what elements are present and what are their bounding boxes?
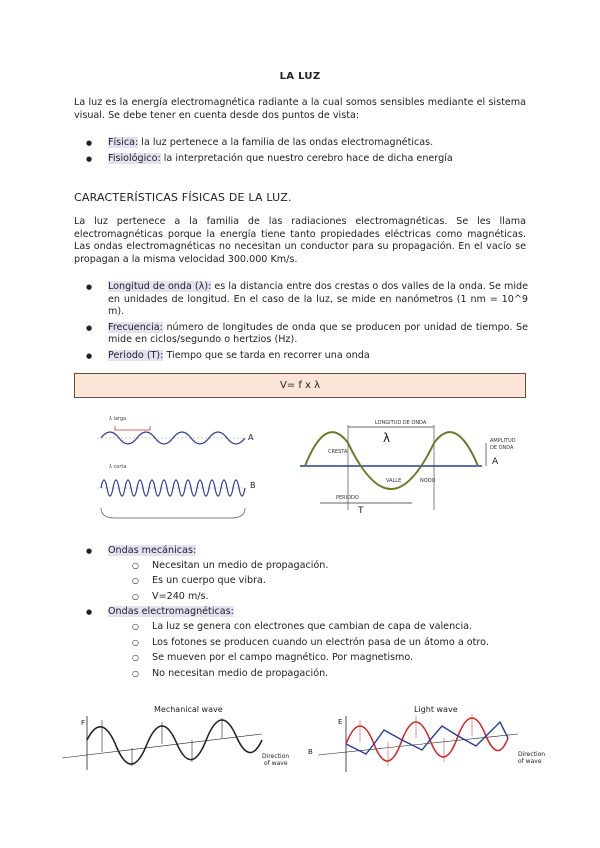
list-item: ○ Necesitan un medio de propagación. xyxy=(108,560,528,573)
section-paragraph: La luz pertenece a la familia de las radiaciones electromagnéticas. Se les llama electromagnéticas porque la energía tiene tanto propiedades eléctricas como magnéticas. Las ondas electromagnéticas no necesitan un conductor para su propagación. En el vacío se propagan a la misma velocidad 300.000 Km/s. xyxy=(74,216,526,265)
light-wave-title: Light wave xyxy=(414,705,458,714)
wave-type-electromagnetic xyxy=(74,606,528,680)
period-symbol: T xyxy=(358,506,364,515)
node-label: NODO xyxy=(420,478,436,484)
views-list xyxy=(74,137,528,168)
list-item: ○ No necesitan medio de propagación. xyxy=(108,668,528,681)
wave-type-mechanical xyxy=(74,545,528,603)
lambda-long-bracket xyxy=(115,426,150,430)
property-term: Longitud de onda (λ): xyxy=(108,281,212,292)
list-item: ○ La luz se genera con electrones que cambian de capa de valencia. xyxy=(108,621,528,634)
view-text: la luz pertenece a la familia de las ondas electromagnéticas. xyxy=(138,137,434,148)
property-text: es la distancia entre dos crestas o dos valles de la onda. Se mide en unidades de longitud. En el caso de la luz, se mide en nanómetros (1 nm = 10^9 m). xyxy=(108,281,528,318)
formula-box: V= f x λ xyxy=(74,373,526,398)
view-term: Física: xyxy=(108,137,139,148)
view-term: Fisiológico: xyxy=(108,152,161,164)
crest-label: CRESTA xyxy=(328,449,348,455)
lambda-short-label: λ corta xyxy=(109,464,127,470)
view-item-fisica xyxy=(74,137,528,150)
mechanical-items xyxy=(108,560,528,604)
wave-type-title: Ondas mecánicas: xyxy=(108,545,197,556)
wave-anatomy-figure xyxy=(300,415,530,515)
view-item-fisiologico xyxy=(74,153,528,166)
wavelength-comparison-figure xyxy=(95,408,275,528)
wavelength-label: LONGITUD DE ONDA xyxy=(375,420,427,426)
wave-type-title: Ondas electromagnéticas: xyxy=(108,606,234,618)
intro-paragraph: La luz es la energía electromagnética radiante a la cual somos sensibles mediante el sistema visual. Se debe tener en cuenta desde dos puntos de vista: xyxy=(74,97,526,121)
mechanical-wave-title: Mechanical wave xyxy=(154,705,223,714)
property-text: Tiempo que se tarda en recorrer una onda xyxy=(163,349,370,361)
mechanical-wave-figure xyxy=(62,700,302,780)
lambda-long-label: λ larga xyxy=(109,416,127,422)
property-term: Frecuencia: xyxy=(108,321,163,333)
section-heading: CARACTERÍSTICAS FÍSICAS DE LA LUZ. xyxy=(74,191,292,204)
mechanical-wave-curve xyxy=(87,720,262,764)
magnetic-axis-label: B xyxy=(308,748,313,756)
view-text: la interpretación que nuestro cerebro hace de dicha energía xyxy=(160,152,453,164)
list-item: ○ Se mueven por el campo magnético. Por magnetismo. xyxy=(108,652,528,665)
list-item: ○ Los fotones se producen cuando un electrón pasa de un átomo a otro. xyxy=(108,637,528,650)
properties-list xyxy=(74,281,528,366)
property-item-frequency xyxy=(74,322,528,347)
magnetic-field-curve xyxy=(346,722,508,754)
light-wave-figure xyxy=(308,700,548,780)
wave-b-label: B xyxy=(250,481,256,490)
wave-types-list xyxy=(74,545,528,683)
force-axis-label: F xyxy=(81,719,86,727)
list-item: ○ V=240 m/s. xyxy=(108,591,528,604)
wave-particles xyxy=(102,718,222,766)
amplitude-label-1: AMPLITUD xyxy=(490,438,516,444)
lambda-symbol: λ xyxy=(383,431,391,445)
wave-a-label: A xyxy=(248,433,254,442)
period-label: PERIODO xyxy=(336,495,359,501)
amplitude-symbol: A xyxy=(492,457,499,467)
direction-label-2: of wave xyxy=(518,758,542,765)
property-text: número de longitudes de onda que se producen por unidad de tiempo. Se mide en ciclos/segundo o hertzios (Hz). xyxy=(108,321,528,346)
short-wave-bracket xyxy=(101,508,245,518)
direction-label-1: Direction xyxy=(262,753,290,760)
electromagnetic-items xyxy=(108,621,528,680)
electric-field-curve xyxy=(346,718,508,761)
property-item-wavelength xyxy=(74,281,528,319)
page-title: LA LUZ xyxy=(279,71,321,82)
direction-label-1: Direction xyxy=(518,751,546,758)
amplitude-label-2: DE ONDA xyxy=(490,445,514,451)
property-term: Periodo (T): xyxy=(108,349,164,361)
list-item: ○ Es un cuerpo que vibra. xyxy=(108,575,528,588)
direction-label-2: of wave xyxy=(264,760,288,767)
trough-label: VALLE xyxy=(386,478,402,484)
electric-axis-label: E xyxy=(338,718,343,726)
property-item-period xyxy=(74,350,528,363)
